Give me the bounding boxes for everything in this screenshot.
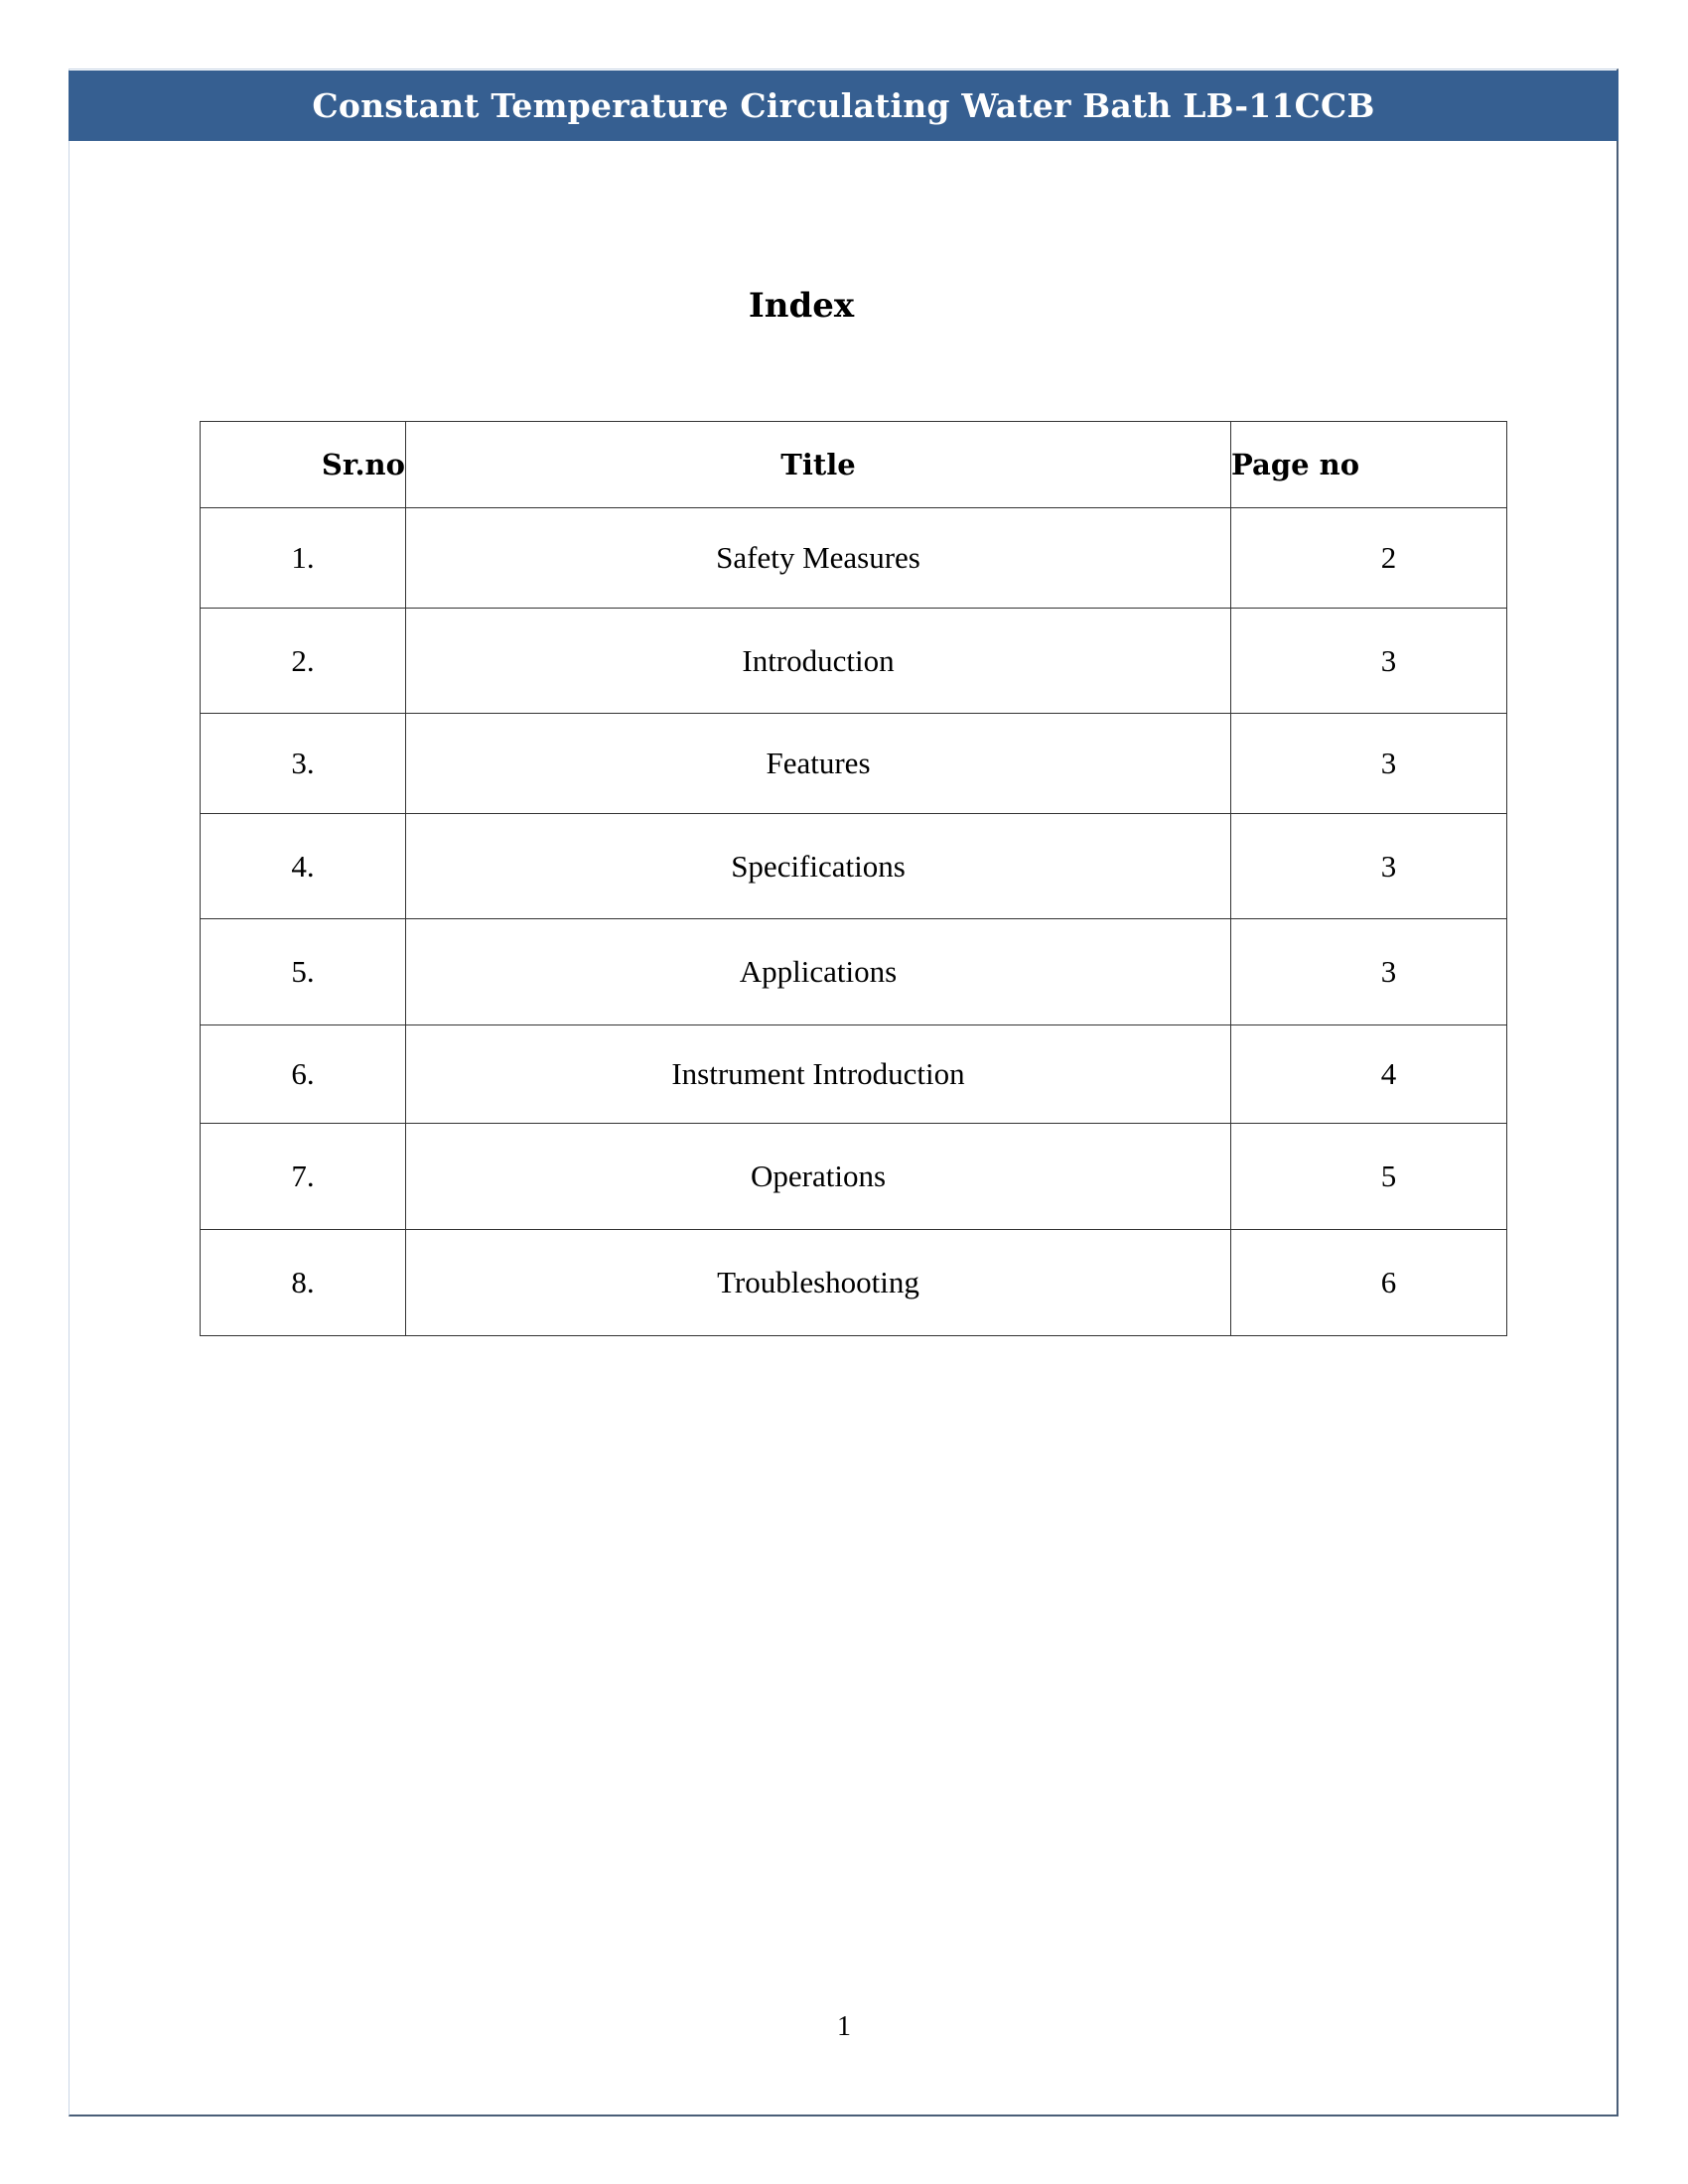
row-sr-no: 2.	[201, 609, 406, 714]
row-sr-no: 3.	[201, 714, 406, 814]
row-sr-no: 5.	[201, 919, 406, 1025]
table-row	[201, 714, 1507, 814]
document-header-bar	[69, 70, 1618, 141]
row-title: Specifications	[406, 814, 1231, 919]
index-table	[200, 421, 1507, 1336]
row-title: Introduction	[406, 609, 1231, 714]
table-row	[201, 609, 1507, 714]
table-row	[201, 1025, 1507, 1124]
row-title: Operations	[406, 1124, 1231, 1230]
row-sr-no: 1.	[201, 508, 406, 609]
row-title: Features	[406, 714, 1231, 814]
table-header-row	[201, 422, 1507, 508]
row-sr-no: 8.	[201, 1230, 406, 1336]
row-page-no: 3	[1231, 814, 1507, 919]
index-heading: Index	[748, 286, 855, 326]
row-sr-no: 6.	[201, 1025, 406, 1124]
row-title: Instrument Introduction	[406, 1025, 1231, 1124]
row-page-no: 3	[1231, 714, 1507, 814]
row-title: Troubleshooting	[406, 1230, 1231, 1336]
table-row	[201, 1124, 1507, 1230]
table-row	[201, 919, 1507, 1025]
document-title: Constant Temperature Circulating Water Bath LB-11CCB	[312, 86, 1375, 125]
row-sr-no: 7.	[201, 1124, 406, 1230]
row-page-no: 6	[1231, 1230, 1507, 1336]
column-header-sr-no: Sr.no	[201, 422, 406, 508]
column-header-title: Title	[406, 422, 1231, 508]
row-page-no: 2	[1231, 508, 1507, 609]
table-row	[201, 814, 1507, 919]
row-title: Applications	[406, 919, 1231, 1025]
row-page-no: 3	[1231, 919, 1507, 1025]
table-row	[201, 1230, 1507, 1336]
row-page-no: 4	[1231, 1025, 1507, 1124]
row-page-no: 5	[1231, 1124, 1507, 1230]
table-row	[201, 508, 1507, 609]
row-title: Safety Measures	[406, 508, 1231, 609]
row-page-no: 3	[1231, 609, 1507, 714]
row-sr-no: 4.	[201, 814, 406, 919]
page-number: 1	[837, 2011, 851, 2042]
column-header-page-no: Page no	[1231, 422, 1507, 508]
